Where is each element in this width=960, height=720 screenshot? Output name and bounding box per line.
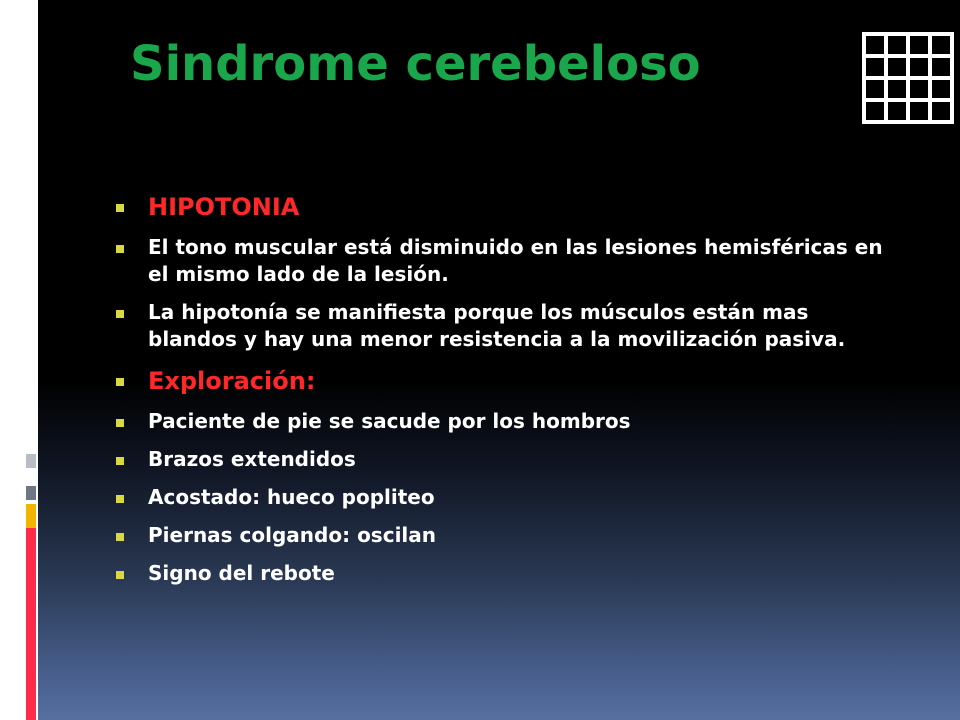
bullet-square-icon xyxy=(116,419,124,427)
bullet-item xyxy=(114,299,904,353)
bullet-item xyxy=(114,446,904,473)
left-accent-bar-yellow xyxy=(26,504,36,528)
bullet-item xyxy=(114,560,904,587)
bullet-item xyxy=(114,522,904,549)
bullet-text: Paciente de pie se sacude por los hombros xyxy=(148,409,631,433)
bullet-text: El tono muscular está disminuido en las lesiones hemisféricas en el mismo lado de la lesión. xyxy=(148,235,883,286)
bullet-square-icon xyxy=(116,495,124,503)
bullet-square-icon xyxy=(116,378,124,386)
bullet-square-icon xyxy=(116,204,124,212)
bullet-square-icon xyxy=(116,310,124,318)
bullet-text: Acostado: hueco popliteo xyxy=(148,485,435,509)
bullet-list xyxy=(114,190,904,598)
bullet-text: Exploración: xyxy=(148,367,316,395)
bullet-text: HIPOTONIA xyxy=(148,193,300,221)
left-accent-bar-gray xyxy=(26,454,36,468)
bullet-text: Piernas colgando: oscilan xyxy=(148,523,437,547)
bullet-item xyxy=(114,234,904,288)
grid-line xyxy=(862,54,954,58)
bullet-text: Brazos extendidos xyxy=(148,447,356,471)
bullet-square-icon xyxy=(116,245,124,253)
bullet-heading-exploracion xyxy=(114,364,904,398)
grid-line xyxy=(862,98,954,102)
bullet-square-icon xyxy=(116,457,124,465)
bullet-square-icon xyxy=(116,533,124,541)
bullet-item xyxy=(114,484,904,511)
bullet-heading-hipotonia xyxy=(114,190,904,224)
slide-title: Sindrome cerebeloso xyxy=(130,36,701,92)
left-accent-bar-dark xyxy=(26,486,36,500)
left-accent-bar-pink xyxy=(26,528,36,720)
bullet-text: La hipotonía se manifiesta porque los músculos están mas blandos y hay una menor resistencia a la movilización pasiva. xyxy=(148,300,846,351)
grid-line xyxy=(862,76,954,80)
bullet-item xyxy=(114,408,904,435)
bullet-square-icon xyxy=(116,571,124,579)
grid-line xyxy=(862,32,954,36)
grid-line xyxy=(862,120,954,124)
bullet-text: Signo del rebote xyxy=(148,561,335,585)
decorative-grid-icon xyxy=(862,32,954,124)
